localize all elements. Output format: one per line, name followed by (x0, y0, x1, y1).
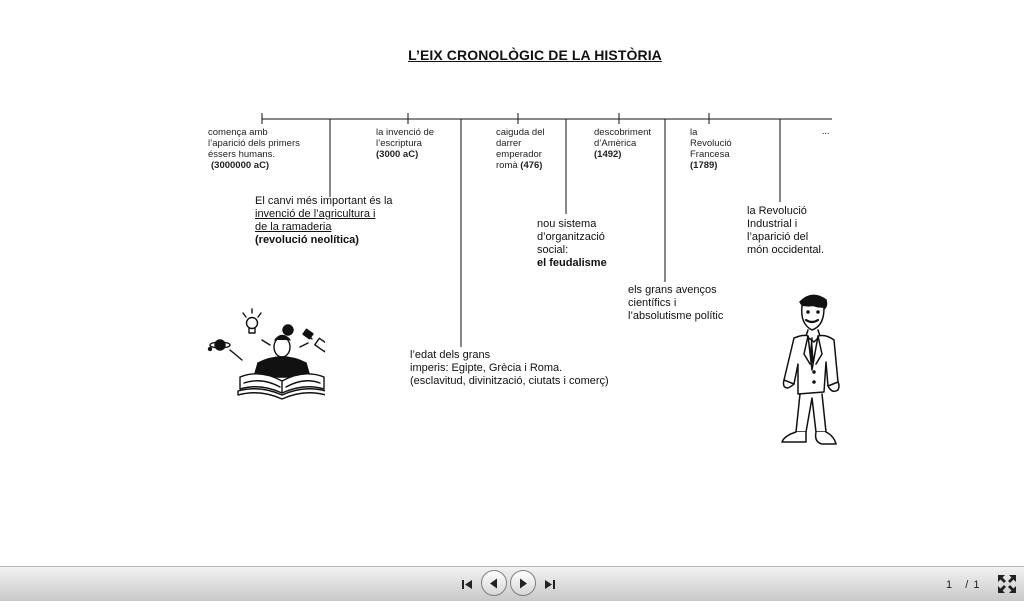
event-date: (3000000 aC) (211, 160, 270, 171)
event-fall-of-rome (496, 127, 545, 171)
page-total: 1 (973, 579, 980, 591)
note-text: imperis: Egipte, Grècia i Roma. (410, 362, 563, 374)
event-america (594, 127, 651, 160)
player-toolbar (0, 566, 1024, 601)
page-separator: / (965, 579, 969, 591)
event-text: romà (496, 160, 518, 171)
note-neolithic (255, 195, 393, 247)
fullscreen-button[interactable] (998, 575, 1016, 598)
event-first-humans (208, 127, 300, 171)
event-date: (1492) (594, 149, 622, 160)
note-text: invenció de l’agricultura i (255, 208, 376, 220)
previous-page-button[interactable] (481, 570, 507, 596)
event-text: caiguda del (496, 127, 545, 138)
note-text: el feudalisme (537, 257, 607, 269)
note-text: social: (537, 244, 569, 256)
event-writing (376, 127, 434, 160)
note-feudalism (537, 218, 607, 270)
note-text: els grans avenços (628, 284, 717, 296)
skip-forward-icon (543, 579, 555, 590)
note-absolutism (628, 284, 723, 323)
play-left-icon (489, 578, 499, 589)
event-date: (3000 aC) (376, 149, 419, 160)
event-text: Revolució (690, 138, 732, 149)
event-text: comença amb (208, 127, 268, 138)
event-text: descobriment (594, 127, 652, 138)
note-text: de la ramaderia (255, 221, 332, 233)
event-date: (1789) (690, 160, 718, 171)
event-date: (476) (520, 160, 543, 171)
note-text: Industrial i (747, 218, 798, 230)
note-text: (revolució neolítica) (255, 234, 359, 246)
page-title: L’EIX CRONOLÒGIC DE LA HISTÒRIA (408, 47, 662, 63)
event-text: la (690, 127, 698, 138)
note-text: nou sistema (537, 218, 597, 230)
man-standing-illustration (770, 290, 850, 450)
event-french-revolution (690, 127, 732, 171)
skip-back-icon (462, 579, 474, 590)
event-text: la invenció de (376, 127, 435, 138)
note-text: científics i (628, 297, 677, 309)
page-indicator (946, 579, 979, 591)
note-text: la Revolució (747, 205, 807, 217)
note-empires (410, 349, 609, 388)
event-text: éssers humans. (208, 149, 276, 160)
last-page-button[interactable] (543, 577, 555, 595)
next-page-button[interactable] (510, 570, 536, 596)
student-reading-illustration (200, 305, 325, 400)
event-text: darrer (496, 138, 522, 149)
event-text: emperador (496, 149, 542, 160)
event-text: l’escriptura (376, 138, 422, 149)
page-current: 1 (946, 579, 953, 591)
note-text: El canvi més important és la (255, 195, 393, 207)
event-text: l’aparició dels primers (208, 138, 300, 149)
note-text: l’absolutisme polític (628, 310, 724, 322)
timeline-ellipsis: ... (822, 126, 830, 136)
play-right-icon (518, 578, 528, 589)
note-text: l’edat dels grans (410, 349, 491, 361)
note-industrial (747, 205, 824, 257)
note-text: l’aparició del (747, 231, 809, 243)
expand-icon (998, 575, 1016, 593)
note-text: (esclavitud, divinització, ciutats i comerç) (410, 375, 609, 387)
note-text: món occidental. (747, 244, 825, 256)
event-text: Francesa (690, 149, 730, 160)
note-text: d’organització (537, 231, 605, 243)
event-text: d’Amèrica (594, 138, 637, 149)
first-page-button[interactable] (462, 577, 474, 595)
